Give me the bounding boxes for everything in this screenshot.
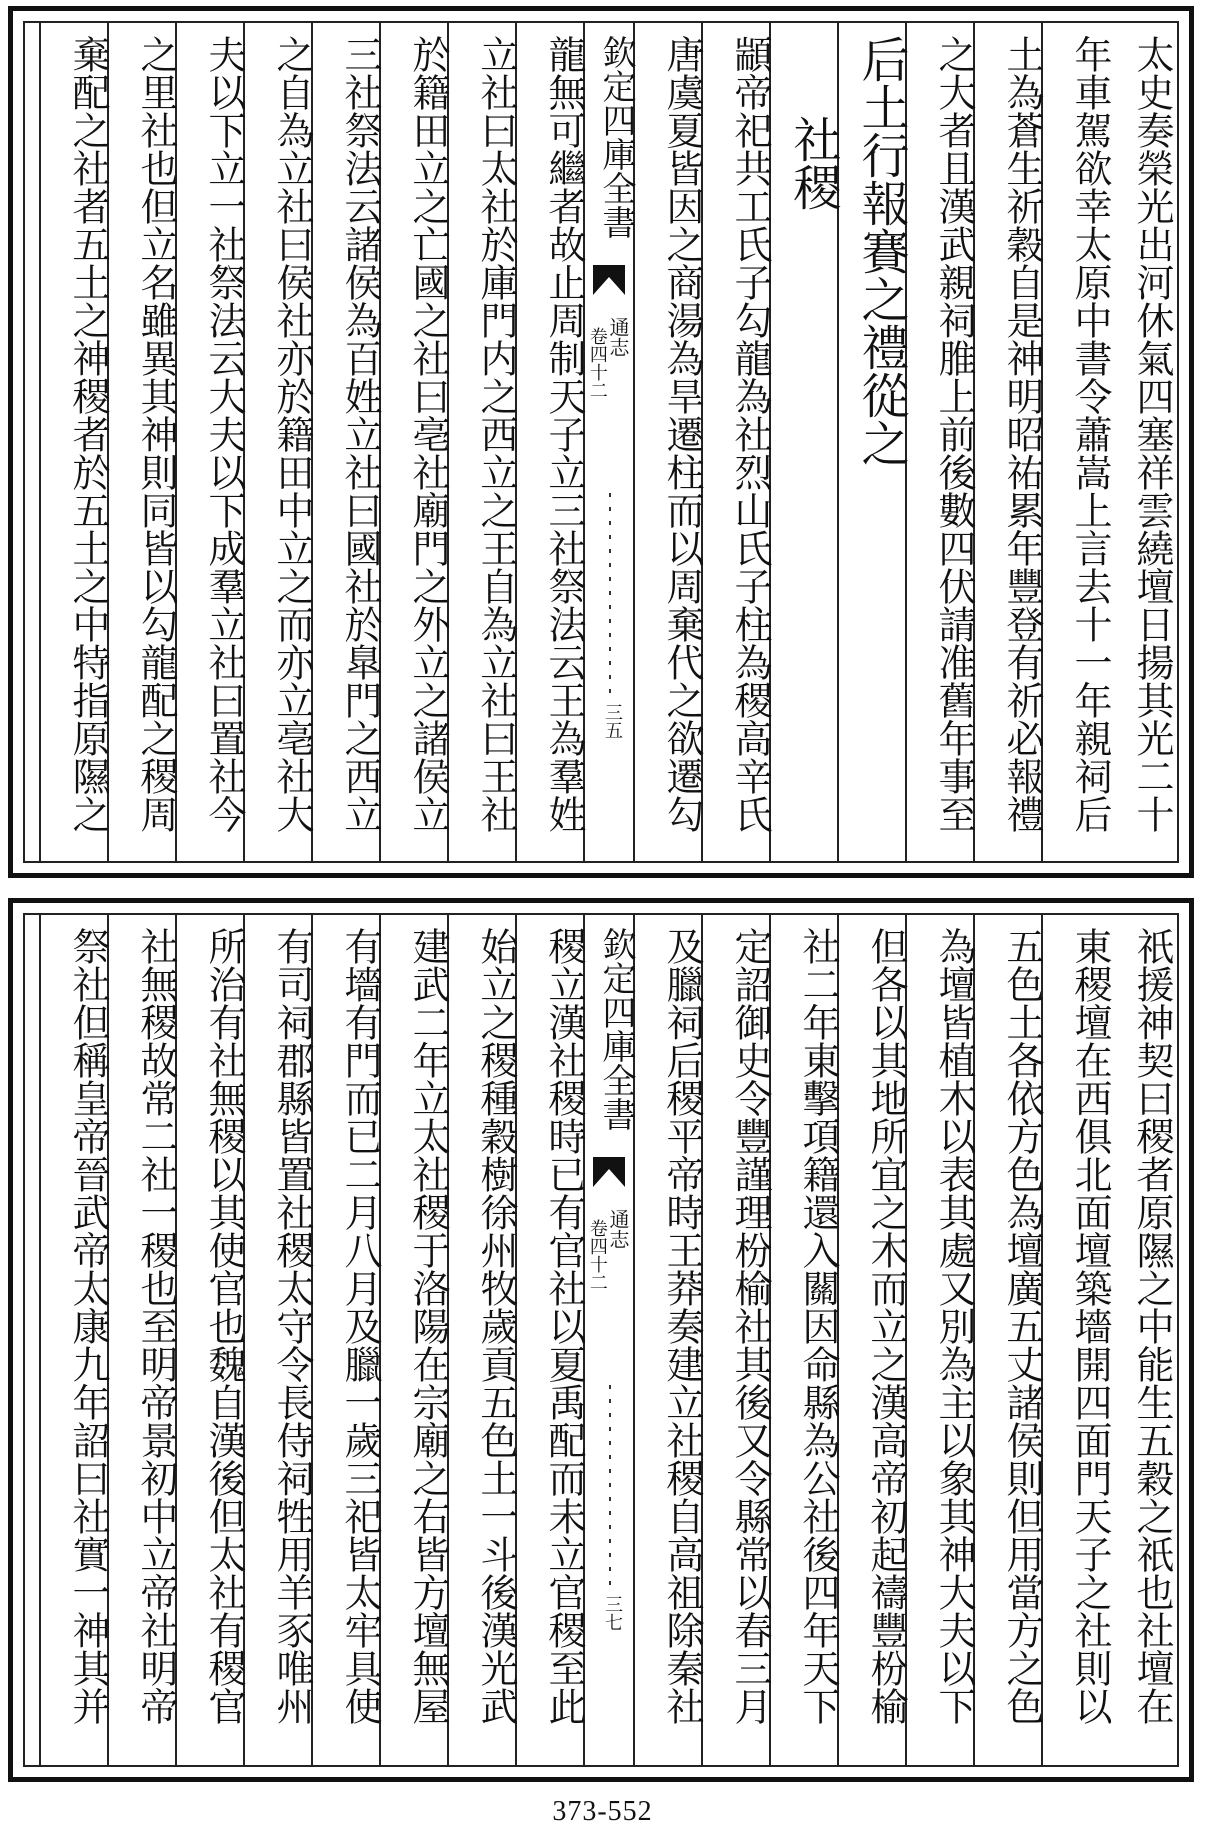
column-text: 稷立漢社稷時已有官社以夏禹配而未立官稷至此: [542, 927, 586, 1725]
text-column: [1109, 915, 1174, 1765]
column-text: 有墻有門而已二月八月及臘一歲三祀皆太牢具使: [338, 927, 382, 1725]
fishtail-mark: [593, 1157, 625, 1187]
text-column: [905, 915, 976, 1765]
book-title: 欽定四庫全書: [596, 35, 636, 239]
text-column: [701, 23, 772, 861]
text-column: [447, 23, 518, 861]
volume-label: 卷四十二: [586, 1219, 608, 1291]
page-number: 三五: [602, 703, 623, 739]
text-column: [633, 915, 704, 1765]
book-name: 通志: [606, 1209, 630, 1249]
column-text: 定詔御史令豐謹理枌榆社其後又令縣常以春三月: [728, 927, 772, 1725]
column-text: 祭社但稱皇帝晉武帝太康九年詔曰社實一神其并: [66, 927, 110, 1725]
book-title: 欽定四庫全書: [596, 927, 636, 1131]
text-column: [633, 23, 704, 861]
text-column: [379, 23, 450, 861]
section-heading-column: [769, 23, 841, 861]
column-text: 夫以下立一社祭法云大夫以下成羣立社曰置社今: [202, 35, 246, 833]
column-text: 年車駕欲幸太原中書令蕭嵩上言去十一年親祠后: [1068, 35, 1112, 833]
column-text: 及臘祠后稷平帝時王莽奏建立社稷自高祖除秦社: [660, 927, 704, 1725]
text-column: [1041, 915, 1112, 1765]
column-text: 龍無可繼者故止周制天子立三社祭法云王為羣姓: [542, 35, 586, 833]
text-column: [515, 23, 586, 861]
column-text: 社二年東擊項籍還入關因命縣為公社後四年天下: [796, 927, 840, 1725]
column-text: 之里社也但立名雖異其神則同皆以勾龍配之稷周: [134, 35, 178, 833]
text-column: [243, 915, 314, 1765]
text-column: [515, 915, 586, 1765]
column-text: 始立之稷種穀樹徐州牧歲貢五色土一斗後漢光武: [474, 927, 518, 1725]
text-column: [973, 915, 1044, 1765]
column-text: 五色土各依方色為壇廣五丈諸侯則但用當方之色: [1000, 927, 1044, 1725]
top-page-inner: [23, 21, 1179, 863]
column-text: 所治有社無稷以其使官也魏自漢後但太社有稷官: [202, 927, 246, 1725]
column-text: 有司祠郡縣皆置社稷太守令長侍祠牲用羊豕唯州: [270, 927, 314, 1725]
text-column: [175, 23, 246, 861]
text-column: [1109, 23, 1174, 861]
column-text: 之大者且漢武親祠脽上前後數四伏請准舊年事至: [932, 35, 976, 833]
page-number: 三七: [602, 1595, 623, 1631]
column-text: 立社曰太社於庫門内之西立之王自為立社曰王社: [474, 35, 518, 833]
text-column: [107, 23, 178, 861]
section-heading: 社稷: [785, 115, 841, 211]
book-name: 通志: [606, 317, 630, 357]
column-text: 於籍田立之亡國之社曰亳社廟門之外立之諸侯立: [406, 35, 450, 833]
column-text: 太史奏榮光出河休氣四塞祥雲繞壇日揚其光二十: [1130, 35, 1174, 833]
volume-label: 卷四十二: [586, 327, 608, 399]
column-text: 之自為立社曰侯社亦於籍田中立之而亦立亳社大: [270, 35, 314, 833]
text-column: [107, 915, 178, 1765]
text-column: [175, 915, 246, 1765]
text-column: [39, 23, 110, 861]
centre-fold-column: [583, 915, 636, 1765]
bottom-page-frame: [8, 898, 1194, 1782]
column-text: 棄配之社者五土之神稷者於五土之中特指原隰之: [66, 35, 110, 833]
column-text: 為壇皆植木以表其處又別為主以象其神大夫以下: [932, 927, 976, 1725]
column-text: 建武二年立太社稷于洛陽在宗廟之右皆方壇無屋: [406, 927, 450, 1725]
text-column: [1041, 23, 1112, 861]
column-text: 三社祭法云諸侯為百姓立社曰國社於臯門之西立: [338, 35, 382, 833]
fishtail-mark: [593, 265, 625, 295]
column-text: 但各以其地所宜之木而立之漢高帝初起禱豐枌榆: [864, 927, 908, 1725]
text-column: [39, 915, 110, 1765]
text-column: [769, 915, 840, 1765]
page-footer-number: 373-552: [552, 1796, 653, 1827]
text-column: [973, 23, 1044, 861]
text-column: [243, 23, 314, 861]
dotted-rule: [609, 1385, 611, 1585]
text-column: [311, 23, 382, 861]
centre-fold-column: [583, 23, 636, 861]
text-column: [905, 23, 976, 861]
bottom-page-inner: [23, 913, 1179, 1767]
column-text: 社無稷故常二社一稷也至明帝景初中立帝社明帝: [134, 927, 178, 1725]
dotted-rule: [609, 493, 611, 693]
column-text: 土為蒼生祈穀自是神明昭祐累年豐登有祈必報禮: [1000, 35, 1044, 833]
column-text: 祇援神契曰稷者原隰之中能生五穀之祇也社壇在: [1130, 927, 1174, 1725]
top-page-frame: [8, 6, 1194, 878]
column-text: 顓帝祀共工氏子勾龍為社烈山氏子柱為稷高辛氏: [728, 35, 772, 833]
column-text: 東稷壇在西俱北面壇築墻開四面門天子之社則以: [1068, 927, 1112, 1725]
text-column: [311, 915, 382, 1765]
text-column: [837, 915, 908, 1765]
column-text: 唐虞夏皆因之商湯為旱遷柱而以周棄代之欲遷勾: [660, 35, 704, 833]
text-column: [447, 915, 518, 1765]
text-column: [701, 915, 772, 1765]
text-column: [837, 23, 909, 861]
text-column: [379, 915, 450, 1765]
column-text: 后土行報賽之禮從之: [853, 35, 909, 467]
